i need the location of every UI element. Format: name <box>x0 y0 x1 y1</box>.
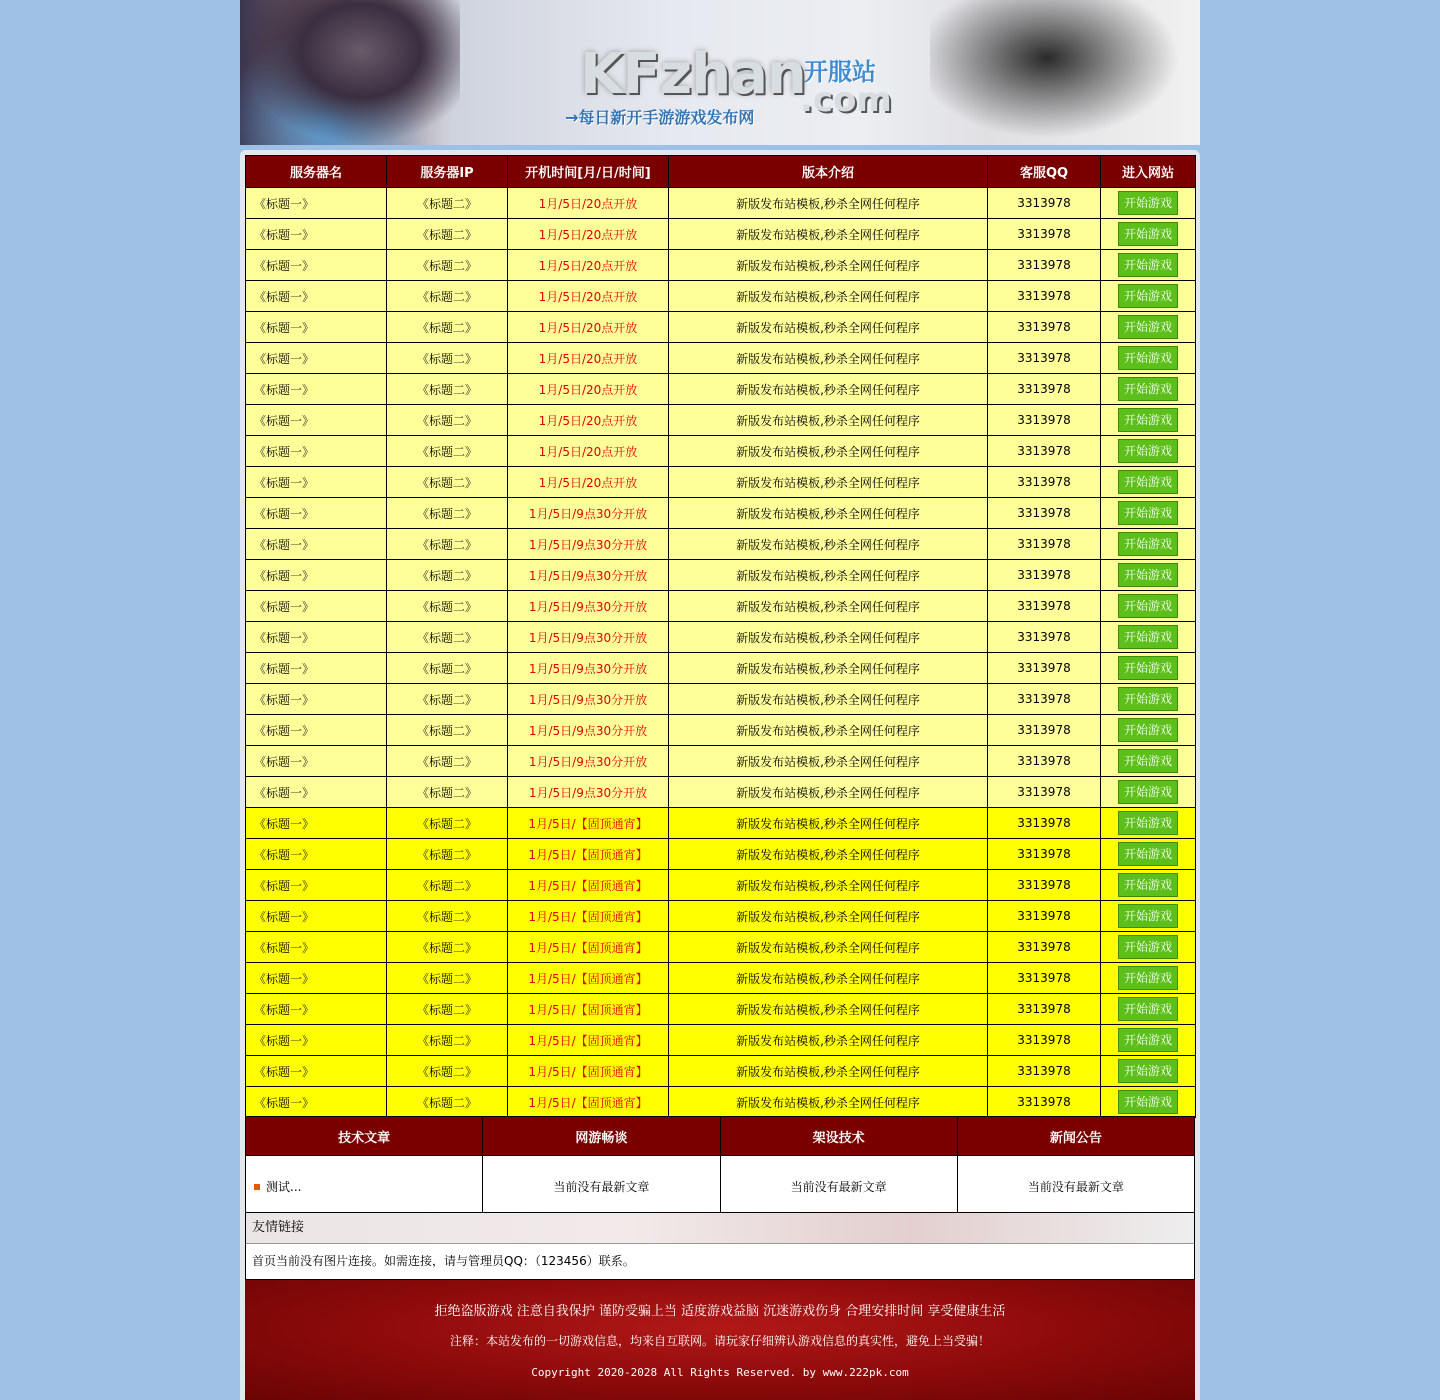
category-setup-tech[interactable]: 架设技术 <box>720 1117 957 1156</box>
open-time-cell: 1月/5日/20点开放 <box>508 405 669 436</box>
article-categories <box>245 1116 1195 1217</box>
setup-tech-empty: 当前没有最新文章 <box>720 1156 957 1217</box>
server-ip-cell: 《标题二》 <box>387 467 508 498</box>
enter-cell <box>1101 839 1196 870</box>
qq-cell: 3313978 <box>988 1087 1101 1118</box>
server-ip-cell: 《标题二》 <box>387 405 508 436</box>
enter-cell <box>1101 932 1196 963</box>
server-name-cell[interactable]: 《标题一》 <box>246 591 387 622</box>
qq-cell: 3313978 <box>988 467 1101 498</box>
server-ip-cell: 《标题二》 <box>387 188 508 219</box>
open-time-cell: 1月/5日/20点开放 <box>508 250 669 281</box>
enter-cell <box>1101 622 1196 653</box>
open-time-cell: 1月/5日/【固顶通宵】 <box>508 1025 669 1056</box>
server-name-cell[interactable]: 《标题一》 <box>246 560 387 591</box>
version-cell: 新版发布站模板,秒杀全网任何程序 <box>669 746 988 777</box>
server-ip-cell: 《标题二》 <box>387 963 508 994</box>
enter-cell <box>1101 684 1196 715</box>
start-game-button[interactable]: 开始游戏 <box>1118 842 1178 866</box>
version-cell: 新版发布站模板,秒杀全网任何程序 <box>669 777 988 808</box>
table-header-row <box>246 156 1196 188</box>
open-time-cell: 1月/5日/9点30分开放 <box>508 653 669 684</box>
open-time-cell: 1月/5日/20点开放 <box>508 219 669 250</box>
table-row <box>246 188 1196 219</box>
version-cell: 新版发布站模板,秒杀全网任何程序 <box>669 622 988 653</box>
enter-cell <box>1101 188 1196 219</box>
enter-cell <box>1101 498 1196 529</box>
version-cell: 新版发布站模板,秒杀全网任何程序 <box>669 343 988 374</box>
enter-cell <box>1101 870 1196 901</box>
open-time-cell: 1月/5日/20点开放 <box>508 467 669 498</box>
version-cell: 新版发布站模板,秒杀全网任何程序 <box>669 467 988 498</box>
enter-cell <box>1101 715 1196 746</box>
open-time-cell: 1月/5日/【固顶通宵】 <box>508 1056 669 1087</box>
server-name-cell[interactable]: 《标题一》 <box>246 901 387 932</box>
start-game-button[interactable]: 开始游戏 <box>1118 532 1178 556</box>
version-cell: 新版发布站模板,秒杀全网任何程序 <box>669 281 988 312</box>
start-game-button[interactable]: 开始游戏 <box>1118 966 1178 990</box>
enter-cell <box>1101 219 1196 250</box>
open-time-cell: 1月/5日/【固顶通宵】 <box>508 870 669 901</box>
qq-cell: 3313978 <box>988 219 1101 250</box>
server-ip-cell: 《标题二》 <box>387 436 508 467</box>
start-game-button[interactable]: 开始游戏 <box>1118 687 1178 711</box>
qq-cell: 3313978 <box>988 1025 1101 1056</box>
version-cell: 新版发布站模板,秒杀全网任何程序 <box>669 901 988 932</box>
enter-cell <box>1101 436 1196 467</box>
table-row <box>246 622 1196 653</box>
start-game-button[interactable]: 开始游戏 <box>1118 656 1178 680</box>
table-row <box>246 777 1196 808</box>
start-game-button[interactable]: 开始游戏 <box>1118 718 1178 742</box>
start-game-button[interactable]: 开始游戏 <box>1118 315 1178 339</box>
category-table <box>245 1116 1195 1217</box>
start-game-button[interactable]: 开始游戏 <box>1118 191 1178 215</box>
enter-cell <box>1101 653 1196 684</box>
server-ip-cell: 《标题二》 <box>387 777 508 808</box>
server-table <box>245 155 1196 1118</box>
server-name-cell[interactable]: 《标题一》 <box>246 1087 387 1118</box>
table-row <box>246 870 1196 901</box>
server-ip-cell: 《标题二》 <box>387 870 508 901</box>
open-time-cell: 1月/5日/9点30分开放 <box>508 777 669 808</box>
server-name-cell[interactable]: 《标题一》 <box>246 932 387 963</box>
enter-cell <box>1101 901 1196 932</box>
server-ip-cell: 《标题二》 <box>387 498 508 529</box>
table-row <box>246 1087 1196 1118</box>
qq-cell: 3313978 <box>988 591 1101 622</box>
open-time-cell: 1月/5日/【固顶通宵】 <box>508 808 669 839</box>
start-game-button[interactable]: 开始游戏 <box>1118 284 1178 308</box>
enter-cell <box>1101 281 1196 312</box>
version-cell: 新版发布站模板,秒杀全网任何程序 <box>669 1056 988 1087</box>
qq-cell: 3313978 <box>988 188 1101 219</box>
start-game-button[interactable]: 开始游戏 <box>1118 873 1178 897</box>
open-time-cell: 1月/5日/9点30分开放 <box>508 622 669 653</box>
friend-links-body: 首页当前没有图片连接。如需连接，请与管理员QQ：（123456）联系。 <box>252 1254 635 1268</box>
qq-cell: 3313978 <box>988 250 1101 281</box>
server-ip-cell: 《标题二》 <box>387 994 508 1025</box>
start-game-button[interactable]: 开始游戏 <box>1118 749 1178 773</box>
version-cell: 新版发布站模板,秒杀全网任何程序 <box>669 994 988 1025</box>
server-name-cell[interactable]: 《标题一》 <box>246 405 387 436</box>
open-time-cell: 1月/5日/9点30分开放 <box>508 684 669 715</box>
table-row <box>246 653 1196 684</box>
server-name-cell[interactable]: 《标题一》 <box>246 312 387 343</box>
enter-cell <box>1101 963 1196 994</box>
friend-links-box <box>245 1212 1195 1280</box>
server-name-cell[interactable]: 《标题一》 <box>246 498 387 529</box>
version-cell: 新版发布站模板,秒杀全网任何程序 <box>669 374 988 405</box>
open-time-cell: 1月/5日/【固顶通宵】 <box>508 963 669 994</box>
start-game-button[interactable]: 开始游戏 <box>1118 470 1178 494</box>
footer-copyright: Copyright 2020-2028 All Rights Reserved. by www.222pk.com <box>531 1366 909 1379</box>
start-game-button[interactable]: 开始游戏 <box>1118 563 1178 587</box>
server-ip-cell: 《标题二》 <box>387 808 508 839</box>
version-cell: 新版发布站模板,秒杀全网任何程序 <box>669 808 988 839</box>
table-row <box>246 1025 1196 1056</box>
banner-dragon-art <box>930 0 1190 145</box>
server-name-cell[interactable]: 《标题一》 <box>246 281 387 312</box>
start-game-button[interactable]: 开始游戏 <box>1118 501 1178 525</box>
table-row <box>246 808 1196 839</box>
server-ip-cell: 《标题二》 <box>387 529 508 560</box>
server-ip-cell: 《标题二》 <box>387 560 508 591</box>
open-time-cell: 1月/5日/20点开放 <box>508 374 669 405</box>
server-name-cell[interactable]: 《标题一》 <box>246 715 387 746</box>
enter-cell <box>1101 1087 1196 1118</box>
qq-cell: 3313978 <box>988 901 1101 932</box>
enter-cell <box>1101 560 1196 591</box>
version-cell: 新版发布站模板,秒杀全网任何程序 <box>669 529 988 560</box>
header-server-ip: 服务器IP <box>387 156 508 188</box>
qq-cell: 3313978 <box>988 932 1101 963</box>
qq-cell: 3313978 <box>988 343 1101 374</box>
start-game-button[interactable]: 开始游戏 <box>1118 780 1178 804</box>
open-time-cell: 1月/5日/【固顶通宵】 <box>508 1087 669 1118</box>
server-ip-cell: 《标题二》 <box>387 374 508 405</box>
page-container <box>240 0 1200 1400</box>
server-name-cell[interactable]: 《标题一》 <box>246 1056 387 1087</box>
start-game-button[interactable]: 开始游戏 <box>1118 1059 1178 1083</box>
open-time-cell: 1月/5日/20点开放 <box>508 188 669 219</box>
start-game-button[interactable]: 开始游戏 <box>1118 625 1178 649</box>
qq-cell: 3313978 <box>988 622 1101 653</box>
article-link[interactable]: 测试... <box>266 1179 302 1194</box>
footer-disclaimer: 注释：本站发布的一切游戏信息，均来自互联网。请玩家仔细辨认游戏信息的真实性，避免上当受骗！ <box>449 1334 990 1348</box>
enter-cell <box>1101 250 1196 281</box>
enter-cell <box>1101 467 1196 498</box>
start-game-button[interactable]: 开始游戏 <box>1118 594 1178 618</box>
table-row <box>246 250 1196 281</box>
enter-cell <box>1101 529 1196 560</box>
table-row <box>246 343 1196 374</box>
version-cell: 新版发布站模板,秒杀全网任何程序 <box>669 1025 988 1056</box>
server-name-cell[interactable]: 《标题一》 <box>246 374 387 405</box>
open-time-cell: 1月/5日/20点开放 <box>508 343 669 374</box>
version-cell: 新版发布站模板,秒杀全网任何程序 <box>669 188 988 219</box>
version-cell: 新版发布站模板,秒杀全网任何程序 <box>669 932 988 963</box>
enter-cell <box>1101 777 1196 808</box>
enter-cell <box>1101 405 1196 436</box>
header-version: 版本介绍 <box>669 156 988 188</box>
server-ip-cell: 《标题二》 <box>387 312 508 343</box>
table-row <box>246 281 1196 312</box>
table-row <box>246 405 1196 436</box>
server-name-cell[interactable]: 《标题一》 <box>246 808 387 839</box>
server-name-cell[interactable]: 《标题一》 <box>246 436 387 467</box>
game-talk-empty: 当前没有最新文章 <box>483 1156 720 1217</box>
start-game-button[interactable]: 开始游戏 <box>1118 222 1178 246</box>
version-cell: 新版发布站模板,秒杀全网任何程序 <box>669 560 988 591</box>
enter-cell <box>1101 746 1196 777</box>
site-banner[interactable] <box>240 0 1200 145</box>
table-row <box>246 746 1196 777</box>
start-game-button[interactable]: 开始游戏 <box>1118 904 1178 928</box>
table-row <box>246 901 1196 932</box>
start-game-button[interactable]: 开始游戏 <box>1118 997 1178 1021</box>
table-row <box>246 1056 1196 1087</box>
friend-links-title: 友情链接 <box>246 1213 1194 1244</box>
server-ip-cell: 《标题二》 <box>387 901 508 932</box>
site-logo-domain: .com <box>800 80 892 120</box>
server-name-cell[interactable]: 《标题一》 <box>246 746 387 777</box>
server-ip-cell: 《标题二》 <box>387 839 508 870</box>
table-row <box>246 374 1196 405</box>
qq-cell: 3313978 <box>988 374 1101 405</box>
open-time-cell: 1月/5日/【固顶通宵】 <box>508 901 669 932</box>
start-game-button[interactable]: 开始游戏 <box>1118 1090 1178 1114</box>
open-time-cell: 1月/5日/20点开放 <box>508 312 669 343</box>
open-time-cell: 1月/5日/9点30分开放 <box>508 746 669 777</box>
server-ip-cell: 《标题二》 <box>387 343 508 374</box>
tech-articles-list <box>246 1156 483 1217</box>
start-game-button[interactable]: 开始游戏 <box>1118 253 1178 277</box>
server-ip-cell: 《标题二》 <box>387 219 508 250</box>
version-cell: 新版发布站模板,秒杀全网任何程序 <box>669 591 988 622</box>
qq-cell: 3313978 <box>988 281 1101 312</box>
version-cell: 新版发布站模板,秒杀全网任何程序 <box>669 1087 988 1118</box>
start-game-button[interactable]: 开始游戏 <box>1118 935 1178 959</box>
header-server-name: 服务器名 <box>246 156 387 188</box>
footer-health-notice: 拒绝盗版游戏 注意自我保护 谨防受骗上当 适度游戏益脑 沉迷游戏伤身 合理安排时间 享受健康生活 <box>434 1304 1006 1319</box>
qq-cell: 3313978 <box>988 715 1101 746</box>
table-row <box>246 963 1196 994</box>
open-time-cell: 1月/5日/【固顶通宵】 <box>508 839 669 870</box>
enter-cell <box>1101 591 1196 622</box>
category-news[interactable]: 新闻公告 <box>957 1117 1194 1156</box>
version-cell: 新版发布站模板,秒杀全网任何程序 <box>669 684 988 715</box>
table-row <box>246 715 1196 746</box>
site-logo-cn: 开服站 <box>804 58 876 86</box>
open-time-cell: 1月/5日/20点开放 <box>508 281 669 312</box>
qq-cell: 3313978 <box>988 994 1101 1025</box>
qq-cell: 3313978 <box>988 529 1101 560</box>
category-game-talk[interactable]: 网游畅谈 <box>483 1117 720 1156</box>
server-list <box>245 155 1195 1118</box>
server-ip-cell: 《标题二》 <box>387 1025 508 1056</box>
start-game-button[interactable]: 开始游戏 <box>1118 377 1178 401</box>
content-panel <box>240 150 1200 1400</box>
start-game-button[interactable]: 开始游戏 <box>1118 1028 1178 1052</box>
server-name-cell[interactable]: 《标题一》 <box>246 653 387 684</box>
table-row <box>246 684 1196 715</box>
table-row <box>246 529 1196 560</box>
version-cell: 新版发布站模板,秒杀全网任何程序 <box>669 963 988 994</box>
table-row <box>246 591 1196 622</box>
qq-cell: 3313978 <box>988 808 1101 839</box>
enter-cell <box>1101 994 1196 1025</box>
qq-cell: 3313978 <box>988 498 1101 529</box>
qq-cell: 3313978 <box>988 839 1101 870</box>
qq-cell: 3313978 <box>988 870 1101 901</box>
version-cell: 新版发布站模板,秒杀全网任何程序 <box>669 436 988 467</box>
category-tech-articles[interactable]: 技术文章 <box>246 1117 483 1156</box>
start-game-button[interactable]: 开始游戏 <box>1118 346 1178 370</box>
server-name-cell[interactable]: 《标题一》 <box>246 219 387 250</box>
server-ip-cell: 《标题二》 <box>387 715 508 746</box>
server-ip-cell: 《标题二》 <box>387 653 508 684</box>
server-name-cell[interactable]: 《标题一》 <box>246 839 387 870</box>
version-cell: 新版发布站模板,秒杀全网任何程序 <box>669 498 988 529</box>
version-cell: 新版发布站模板,秒杀全网任何程序 <box>669 312 988 343</box>
enter-cell <box>1101 808 1196 839</box>
table-row <box>246 219 1196 250</box>
table-row <box>246 467 1196 498</box>
version-cell: 新版发布站模板,秒杀全网任何程序 <box>669 839 988 870</box>
enter-cell <box>1101 374 1196 405</box>
table-row <box>246 994 1196 1025</box>
server-ip-cell: 《标题二》 <box>387 622 508 653</box>
table-row <box>246 560 1196 591</box>
version-cell: 新版发布站模板,秒杀全网任何程序 <box>669 715 988 746</box>
qq-cell: 3313978 <box>988 436 1101 467</box>
banner-warrior-art <box>240 0 460 145</box>
server-ip-cell: 《标题二》 <box>387 932 508 963</box>
qq-cell: 3313978 <box>988 1056 1101 1087</box>
server-name-cell[interactable]: 《标题一》 <box>246 870 387 901</box>
qq-cell: 3313978 <box>988 777 1101 808</box>
version-cell: 新版发布站模板,秒杀全网任何程序 <box>669 405 988 436</box>
news-empty: 当前没有最新文章 <box>957 1156 1194 1217</box>
table-row <box>246 312 1196 343</box>
open-time-cell: 1月/5日/【固顶通宵】 <box>508 932 669 963</box>
server-name-cell[interactable]: 《标题一》 <box>246 963 387 994</box>
enter-cell <box>1101 312 1196 343</box>
server-ip-cell: 《标题二》 <box>387 591 508 622</box>
server-name-cell[interactable]: 《标题一》 <box>246 1025 387 1056</box>
server-name-cell[interactable]: 《标题一》 <box>246 529 387 560</box>
site-logo: KFzhan <box>580 42 806 107</box>
server-name-cell[interactable]: 《标题一》 <box>246 622 387 653</box>
server-name-cell[interactable]: 《标题一》 <box>246 684 387 715</box>
server-ip-cell: 《标题二》 <box>387 250 508 281</box>
header-enter: 进入网站 <box>1101 156 1196 188</box>
table-row <box>246 498 1196 529</box>
open-time-cell: 1月/5日/9点30分开放 <box>508 715 669 746</box>
qq-cell: 3313978 <box>988 963 1101 994</box>
start-game-button[interactable]: 开始游戏 <box>1118 439 1178 463</box>
open-time-cell: 1月/5日/9点30分开放 <box>508 591 669 622</box>
table-row <box>246 839 1196 870</box>
server-ip-cell: 《标题二》 <box>387 746 508 777</box>
version-cell: 新版发布站模板,秒杀全网任何程序 <box>669 653 988 684</box>
server-name-cell[interactable]: 《标题一》 <box>246 994 387 1025</box>
server-ip-cell: 《标题二》 <box>387 1087 508 1118</box>
enter-cell <box>1101 1025 1196 1056</box>
server-name-cell[interactable]: 《标题一》 <box>246 777 387 808</box>
open-time-cell: 1月/5日/9点30分开放 <box>508 529 669 560</box>
site-slogan: →每日新开手游游戏发布网 <box>565 108 755 127</box>
server-name-cell[interactable]: 《标题一》 <box>246 343 387 374</box>
enter-cell <box>1101 343 1196 374</box>
qq-cell: 3313978 <box>988 746 1101 777</box>
server-name-cell[interactable]: 《标题一》 <box>246 188 387 219</box>
server-ip-cell: 《标题二》 <box>387 684 508 715</box>
qq-cell: 3313978 <box>988 312 1101 343</box>
server-ip-cell: 《标题二》 <box>387 281 508 312</box>
start-game-button[interactable]: 开始游戏 <box>1118 408 1178 432</box>
bullet-icon <box>254 1184 260 1190</box>
header-open-time: 开机时间[月/日/时间] <box>508 156 669 188</box>
open-time-cell: 1月/5日/20点开放 <box>508 436 669 467</box>
enter-cell <box>1101 1056 1196 1087</box>
open-time-cell: 1月/5日/9点30分开放 <box>508 498 669 529</box>
qq-cell: 3313978 <box>988 684 1101 715</box>
table-row <box>246 436 1196 467</box>
open-time-cell: 1月/5日/9点30分开放 <box>508 560 669 591</box>
table-row <box>246 932 1196 963</box>
qq-cell: 3313978 <box>988 653 1101 684</box>
start-game-button[interactable]: 开始游戏 <box>1118 811 1178 835</box>
version-cell: 新版发布站模板,秒杀全网任何程序 <box>669 219 988 250</box>
version-cell: 新版发布站模板,秒杀全网任何程序 <box>669 250 988 281</box>
open-time-cell: 1月/5日/【固顶通宵】 <box>508 994 669 1025</box>
qq-cell: 3313978 <box>988 405 1101 436</box>
server-ip-cell: 《标题二》 <box>387 1056 508 1087</box>
version-cell: 新版发布站模板,秒杀全网任何程序 <box>669 870 988 901</box>
server-name-cell[interactable]: 《标题一》 <box>246 250 387 281</box>
site-footer <box>245 1280 1195 1400</box>
server-name-cell[interactable]: 《标题一》 <box>246 467 387 498</box>
header-qq: 客服QQ <box>988 156 1101 188</box>
qq-cell: 3313978 <box>988 560 1101 591</box>
